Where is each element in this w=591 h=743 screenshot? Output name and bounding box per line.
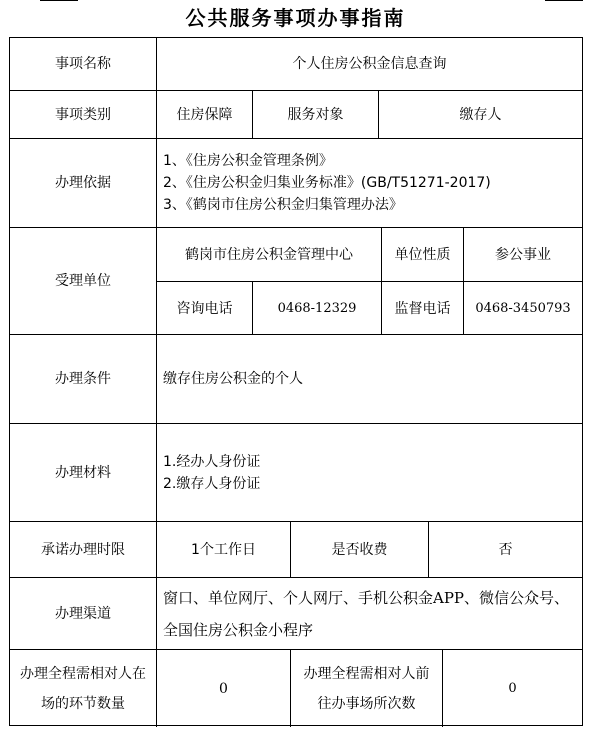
label-item-name: 事项名称	[55, 56, 111, 72]
top-mark-right	[545, 0, 583, 1]
row-accepting-unit	[10, 227, 582, 334]
label-fee: 是否收费	[290, 522, 428, 577]
label-legal-basis: 办理依据	[55, 175, 111, 191]
label-item-category: 事项类别	[55, 106, 111, 123]
label-unit-nature: 单位性质	[381, 228, 463, 281]
guide-table	[9, 37, 583, 726]
materials-list	[156, 424, 582, 521]
label-accepting-unit: 受理单位	[55, 273, 111, 289]
value-item-name: 个人住房公积金信息查询	[156, 38, 582, 90]
legal-basis-item: 1、《住房公积金管理条例》	[163, 153, 333, 169]
materials-item: 1.经办人身份证	[163, 453, 261, 470]
label-visits: 办理全程需相对人前往办事场所次数	[290, 650, 442, 727]
value-visits: 0	[442, 650, 582, 727]
value-conditions: 缴存住房公积金的个人	[156, 335, 582, 423]
legal-basis-item: 2、《住房公积金归集业务标准》(GB/T51271-2017)	[163, 175, 491, 191]
row-time-limit	[10, 521, 582, 577]
value-item-category: 住房保障	[156, 91, 252, 138]
materials-item: 2.缴存人身份证	[163, 475, 261, 492]
value-channels: 窗口、单位网厅、个人网厅、手机公积金APP、微信公众号、全国住房公积金小程序	[156, 578, 582, 649]
label-materials: 办理材料	[55, 464, 111, 481]
label-conditions: 办理条件	[55, 371, 111, 387]
value-fee: 否	[428, 522, 582, 577]
row-item-name	[10, 38, 582, 90]
value-time-limit: 1个工作日	[156, 522, 290, 577]
value-supervise-phone: 0468-3450793	[463, 282, 582, 335]
row-conditions	[10, 334, 582, 423]
value-unit-name: 鹤岗市住房公积金管理中心	[156, 228, 381, 281]
label-supervise-phone: 监督电话	[381, 282, 463, 335]
top-mark-left	[40, 0, 78, 1]
value-onsite-steps: 0	[156, 650, 290, 727]
legal-basis-item: 3、《鹤岗市住房公积金归集管理办法》	[163, 197, 403, 213]
row-legal-basis	[10, 138, 582, 227]
value-unit-nature: 参公事业	[463, 228, 582, 281]
label-service-target: 服务对象	[252, 91, 378, 138]
label-onsite-steps: 办理全程需相对人在场的环节数量	[20, 665, 146, 712]
row-channels	[10, 577, 582, 649]
page-title: 公共服务事项办事指南	[185, 6, 406, 30]
value-consult-phone: 0468-12329	[252, 282, 381, 335]
label-consult-phone: 咨询电话	[156, 282, 252, 335]
row-onsite	[10, 649, 582, 727]
label-channels: 办理渠道	[55, 605, 111, 622]
legal-basis-list	[156, 139, 582, 227]
label-time-limit: 承诺办理时限	[41, 541, 125, 558]
row-item-category	[10, 90, 582, 138]
row-materials	[10, 423, 582, 521]
value-service-target: 缴存人	[378, 91, 582, 138]
